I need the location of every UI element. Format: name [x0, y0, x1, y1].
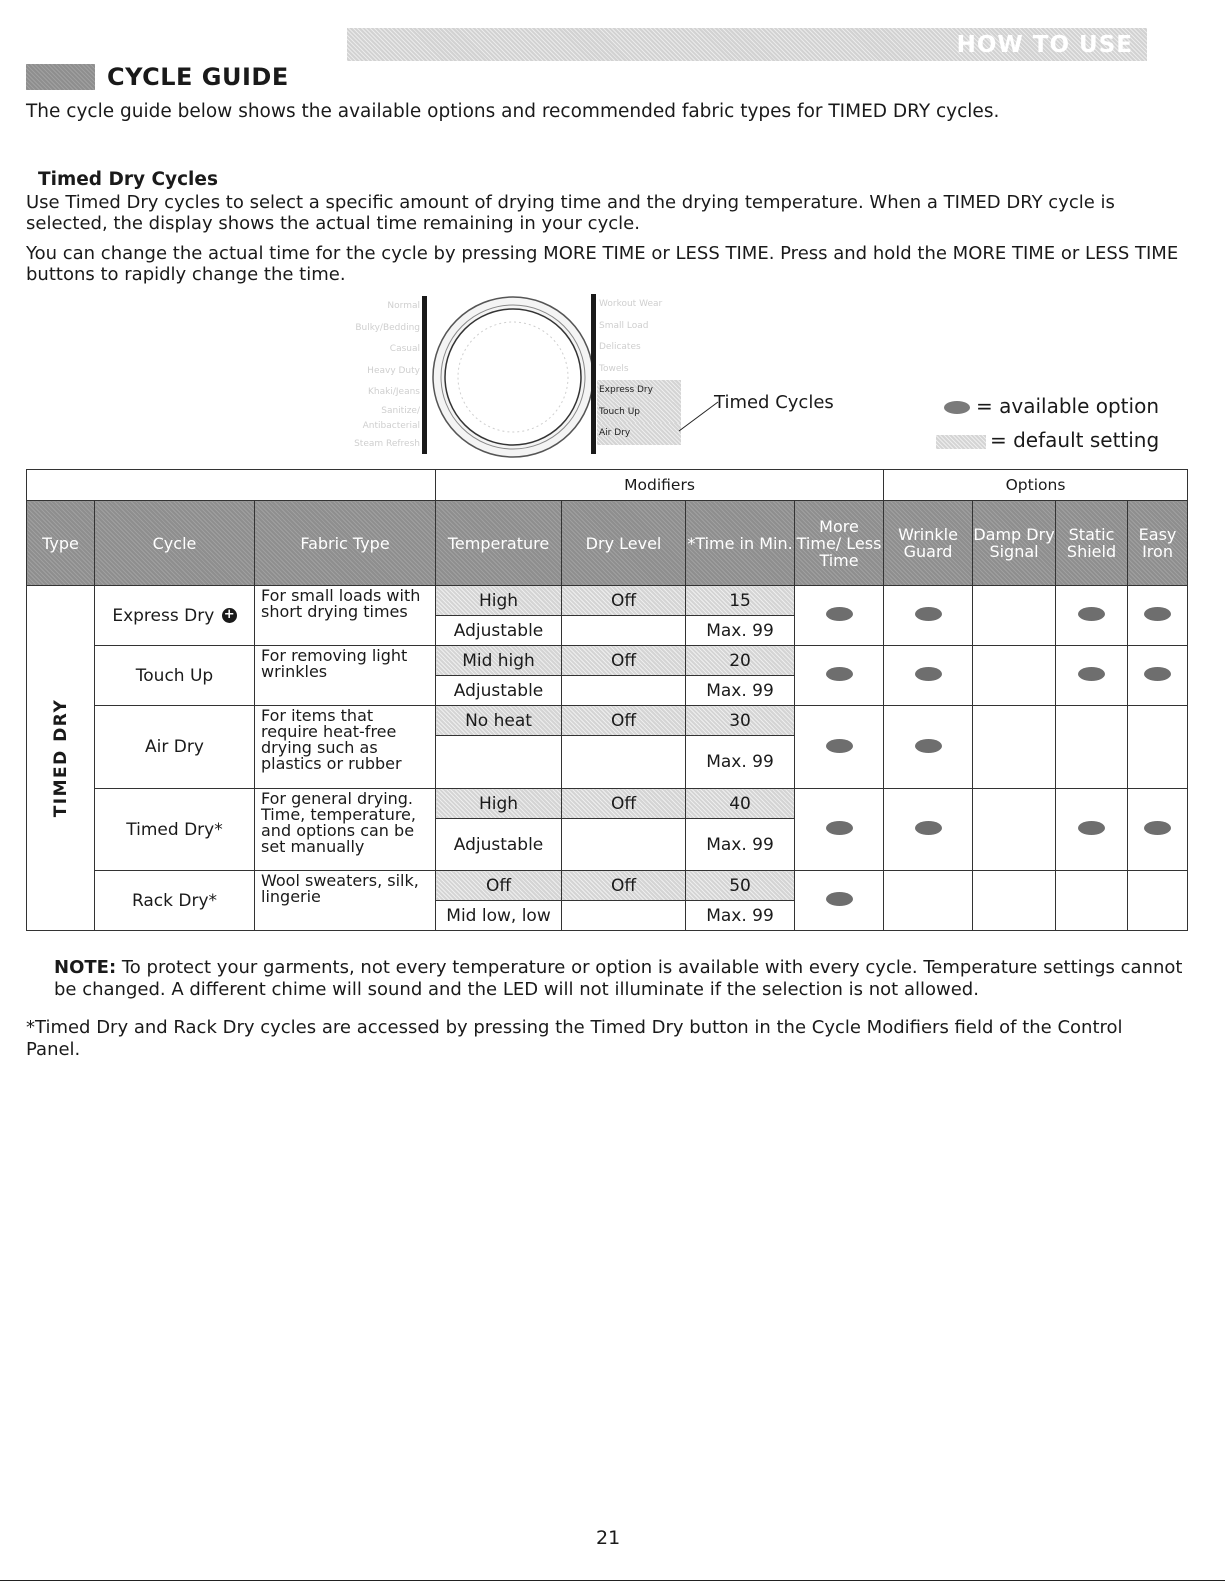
section-marker-block [26, 64, 95, 90]
time-column-header: *Time in Min. [686, 501, 795, 586]
section-banner [347, 28, 1147, 61]
wrinkle-guard-cell [884, 706, 973, 789]
legend-available [944, 394, 1159, 418]
banner-label: HOW TO USE [956, 32, 1133, 58]
wrinkle-guard-cell [884, 789, 973, 871]
fabric-type-cell: For general drying. Time, temperature, and options can be set manually [255, 789, 436, 871]
available-dot-icon [915, 667, 942, 681]
available-dot-icon [1144, 667, 1171, 681]
dial-label: Steam Refresh [354, 438, 420, 449]
available-dot-icon [826, 739, 853, 753]
static-shield-cell [1056, 646, 1128, 706]
damp-dry-signal-cell [973, 706, 1056, 789]
dial-label: Workout Wear [599, 299, 663, 309]
temperature-alt: Adjustable [436, 676, 562, 706]
cycle-name-cell: Air Dry [95, 706, 255, 789]
fabric-column-header: Fabric Type [255, 501, 436, 586]
static-shield-cell [1056, 789, 1128, 871]
time-alt: Max. 99 [686, 676, 795, 706]
dial-label-timed: Touch Up [597, 402, 681, 424]
cycle-name-cell: Timed Dry* [95, 789, 255, 871]
timed-dry-paragraph-2: You can change the actual time for the cycle by pressing MORE TIME or LESS TIME. Press and hold the MORE TIME or LESS TIME buttons to rapidly change the time. [26, 243, 1179, 285]
dry-level-alt [562, 819, 686, 871]
temperature-alt: Adjustable [436, 616, 562, 646]
available-dot-icon [1078, 667, 1105, 681]
type-cell [27, 586, 95, 931]
temperature-default: No heat [436, 706, 562, 736]
legend-default-text: = default setting [990, 428, 1160, 452]
dial-label-timed: Express Dry [597, 380, 681, 402]
easy-iron-cell [1128, 646, 1188, 706]
blank-group-header [27, 470, 436, 501]
cycle-name-cell [95, 586, 255, 646]
cycle-name: Express Dry [112, 605, 215, 626]
more-less-time-cell [795, 871, 884, 931]
easy-iron-cell [1128, 789, 1188, 871]
wrinkle-guard-cell [884, 586, 973, 646]
dial-label: Normal [387, 301, 420, 311]
fabric-type-cell: For removing light wrinkles [255, 646, 436, 706]
dry-level-default: Off [562, 871, 686, 901]
dry-level-default: Off [562, 789, 686, 819]
dial-left-indicator-bar [422, 296, 427, 454]
static-shield-cell [1056, 586, 1128, 646]
time-default: 40 [686, 789, 795, 819]
dial-label: Antibacterial [362, 420, 420, 431]
dial-right-labels [597, 294, 681, 445]
available-dot-icon [826, 667, 853, 681]
static-shield-column-header: Static Shield [1056, 501, 1128, 586]
more-less-time-column-header: More Time/ Less Time [795, 501, 884, 586]
dial-knob-icon [430, 294, 596, 460]
table-row [27, 789, 1188, 819]
time-default: 30 [686, 706, 795, 736]
easy-iron-cell [1128, 871, 1188, 931]
fabric-type-cell: For items that require heat-free drying such as plastics or rubber [255, 706, 436, 789]
intro-text: The cycle guide below shows the available options and recommended fabric types for TIMED DRY cycles. [26, 101, 1000, 122]
legend-default [936, 428, 1159, 452]
footnote: *Timed Dry and Rack Dry cycles are accessed by pressing the Timed Dry button in the Cycle Modifiers field of the Control Panel. [26, 1017, 1123, 1060]
fabric-type-cell: For small loads with short drying times [255, 586, 436, 646]
damp-dry-signal-cell [973, 789, 1056, 871]
more-less-time-cell [795, 646, 884, 706]
time-default: 50 [686, 871, 795, 901]
fabric-type-cell: Wool sweaters, silk, lingerie [255, 871, 436, 931]
type-column-header: Type [27, 501, 95, 586]
dial-label-timed: Air Dry [597, 423, 681, 445]
available-dot-icon [915, 607, 942, 621]
damp-dry-signal-cell [973, 646, 1056, 706]
easy-iron-column-header: Easy Iron [1128, 501, 1188, 586]
more-less-time-cell [795, 586, 884, 646]
available-dot-icon [915, 821, 942, 835]
wrinkle-guard-column-header: Wrinkle Guard [884, 501, 973, 586]
dry-level-alt [562, 901, 686, 931]
table-row [27, 586, 1188, 616]
temperature-alt: Mid low, low [436, 901, 562, 931]
available-dot-icon [944, 401, 970, 414]
timed-dry-paragraph-1: Use Timed Dry cycles to select a specific amount of drying time and the drying temperature. When a TIMED DRY cycle is selected, the display shows the actual time remaining in your cycle. [26, 192, 1115, 234]
options-group-header: Options [884, 470, 1188, 501]
dial-label: Heavy Duty [367, 365, 420, 376]
time-alt: Max. 99 [686, 616, 795, 646]
dry-level-default: Off [562, 646, 686, 676]
modifiers-group-header: Modifiers [436, 470, 884, 501]
dial-left-labels [300, 296, 420, 455]
wrinkle-guard-cell [884, 871, 973, 931]
bottom-divider [0, 1580, 1225, 1581]
dry-level-alt [562, 676, 686, 706]
damp-dry-signal-column-header: Damp Dry Signal [973, 501, 1056, 586]
available-dot-icon [826, 892, 853, 906]
cycle-column-header: Cycle [95, 501, 255, 586]
temperature-default: Off [436, 871, 562, 901]
note-paragraph [54, 957, 1184, 1001]
available-dot-icon [1144, 607, 1171, 621]
timed-cycles-callout: Timed Cycles [714, 392, 834, 413]
dial-label: Sanitize/ [381, 405, 420, 416]
time-default: 20 [686, 646, 795, 676]
dial-label: Towels [599, 363, 629, 374]
static-shield-cell [1056, 871, 1128, 931]
damp-dry-signal-cell [973, 871, 1056, 931]
temperature-column-header: Temperature [436, 501, 562, 586]
time-alt: Max. 99 [686, 901, 795, 931]
note-text: To protect your garments, not every temperature or option is available with every cycle. Temperature settings cannot be changed. A different chime will sound and the LED will not illuminate if the selection is not allowed. [54, 957, 1183, 1000]
dial-label: Delicates [599, 342, 641, 352]
time-alt: Max. 99 [686, 736, 795, 789]
section-title: CYCLE GUIDE [107, 63, 289, 91]
table-header-row [27, 501, 1188, 586]
dial-label: Small Load [599, 320, 649, 331]
static-shield-cell [1056, 706, 1128, 789]
available-dot-icon [1078, 607, 1105, 621]
available-dot-icon [826, 821, 853, 835]
available-dot-icon [1078, 821, 1105, 835]
available-dot-icon [826, 607, 853, 621]
table-group-row [27, 470, 1188, 501]
time-default: 15 [686, 586, 795, 616]
cycle-guide-table [26, 469, 1188, 931]
cycle-name-cell: Touch Up [95, 646, 255, 706]
dial-label: Khaki/Jeans [368, 387, 420, 397]
temperature-default: High [436, 789, 562, 819]
default-swatch-icon [936, 435, 986, 449]
type-label: TIMED DRY [50, 698, 71, 818]
table-row [27, 646, 1188, 676]
available-dot-icon [1144, 821, 1171, 835]
dial-right-indicator-bar [591, 294, 596, 454]
dial-label: Bulky/Bedding [355, 322, 420, 333]
temperature-default: High [436, 586, 562, 616]
easy-iron-cell [1128, 706, 1188, 789]
dry-level-default: Off [562, 706, 686, 736]
legend-available-text: = available option [976, 394, 1159, 418]
dry-level-alt [562, 616, 686, 646]
dial-label: Casual [389, 344, 420, 354]
available-dot-icon [915, 739, 942, 753]
easy-iron-cell [1128, 586, 1188, 646]
damp-dry-signal-cell [973, 586, 1056, 646]
temperature-alt: Adjustable [436, 819, 562, 871]
time-alt: Max. 99 [686, 819, 795, 871]
page-number: 21 [596, 1527, 621, 1549]
table-row [27, 706, 1188, 736]
more-less-time-cell [795, 706, 884, 789]
wrinkle-guard-cell [884, 646, 973, 706]
more-less-time-cell [795, 789, 884, 871]
dry-level-alt [562, 736, 686, 789]
timed-dry-heading: Timed Dry Cycles [38, 169, 218, 190]
dry-level-column-header: Dry Level [562, 501, 686, 586]
temperature-default: Mid high [436, 646, 562, 676]
dry-level-default: Off [562, 586, 686, 616]
cycle-name-cell: Rack Dry* [95, 871, 255, 931]
table-row [27, 871, 1188, 901]
plus-icon: + [222, 608, 237, 623]
note-label: NOTE: [54, 957, 117, 978]
temperature-alt [436, 736, 562, 789]
